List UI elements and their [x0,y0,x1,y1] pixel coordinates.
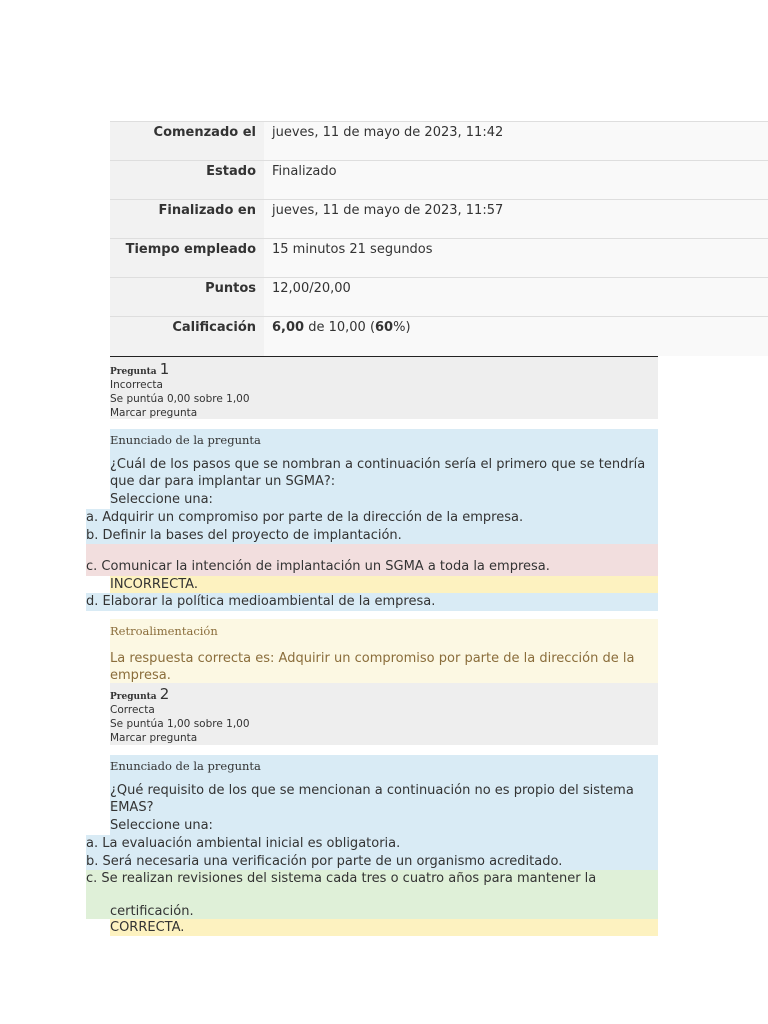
question-1-info [110,357,658,419]
answer-option-c[interactable]: c. Se realizan revisiones del sistema cada tres o cuatro años para mantener la [86,871,597,886]
summary-value: 12,00/20,00 [264,278,768,316]
question-1-status: Incorrecta [110,379,163,391]
summary-value: jueves, 11 de mayo de 2023, 11:57 [264,200,768,238]
summary-label: Finalizado en [110,200,264,238]
question-2-select-label: Seleccione una: [110,817,213,833]
question-2-number: Pregunta 2 [110,685,170,703]
question-1-text: ¿Cuál de los pasos que se nombran a continuación sería el primero que se tendría que dar para implantar un SGMA?: [110,456,646,489]
attempt-summary-table [110,121,768,356]
feedback-header: Retroalimentación [110,624,218,638]
summary-value: jueves, 11 de mayo de 2023, 11:42 [264,122,768,160]
summary-label: Comenzado el [110,122,264,160]
question-2-status: Correcta [110,704,155,716]
summary-label: Puntos [110,278,264,316]
summary-value: 15 minutos 21 segundos [264,239,768,277]
summary-label: Tiempo empleado [110,239,264,277]
summary-row-state [110,161,768,200]
question-2-verdict: CORRECTA. [110,919,658,936]
grade-end: %) [393,320,411,335]
question-1-feedback [110,619,658,683]
question-1-flag-link[interactable]: Marcar pregunta [110,407,198,419]
question-2-points: Se puntúa 1,00 sobre 1,00 [110,718,250,730]
question-2-flag-link[interactable]: Marcar pregunta [110,732,198,744]
grade-score: 6,00 [272,320,305,335]
summary-row-time-taken [110,239,768,278]
answer-option-b[interactable]: b. Definir la bases del proyecto de implantación. [86,527,402,543]
answer-option-d[interactable]: d. Elaborar la política medioambiental de la empresa. [86,593,658,611]
summary-row-finished [110,200,768,239]
summary-row-grade [110,317,768,356]
answer-option-a[interactable]: a. La evaluación ambiental inicial es obligatoria. [86,836,401,851]
question-1-text-block [110,429,658,509]
question-1-select-label: Seleccione una: [110,491,213,507]
answer-option-c-selected[interactable] [86,544,658,576]
question-2-options-ab [86,835,658,870]
summary-row-started [110,122,768,161]
answer-option-c[interactable]: c. Comunicar la intención de implantación un SGMA a toda la empresa. [86,559,550,574]
feedback-text: La respuesta correcta es: Adquirir un compromiso por parte de la dirección de la empresa. [110,650,635,683]
question-1-header: Enunciado de la pregunta [110,433,261,447]
question-2-text: ¿Qué requisito de los que se mencionan a continuación no es propio del sistema EMAS? [110,782,634,815]
answer-option-c-selected[interactable] [86,870,658,919]
answer-option-a[interactable]: a. Adquirir un compromiso por parte de la dirección de la empresa. [86,510,524,525]
summary-label: Estado [110,161,264,199]
question-1-options-ab [86,509,658,544]
question-1-number: Pregunta 1 [110,360,170,378]
summary-label: Calificación [110,317,264,356]
summary-row-points [110,278,768,317]
question-2-header: Enunciado de la pregunta [110,759,261,773]
question-1-verdict: INCORRECTA. [110,576,658,593]
answer-option-b[interactable]: b. Será necesaria una verificación por parte de un organismo acreditado. [86,853,563,869]
grade-mid: de 10,00 ( [304,320,376,335]
question-2-info [110,683,658,745]
grade-percent: 60 [375,320,394,335]
question-1-points: Se puntúa 0,00 sobre 1,00 [110,393,250,405]
question-2-text-block [110,755,658,835]
answer-option-c-continued: certificación. [110,903,194,919]
summary-value [264,317,768,356]
summary-value: Finalizado [264,161,768,199]
